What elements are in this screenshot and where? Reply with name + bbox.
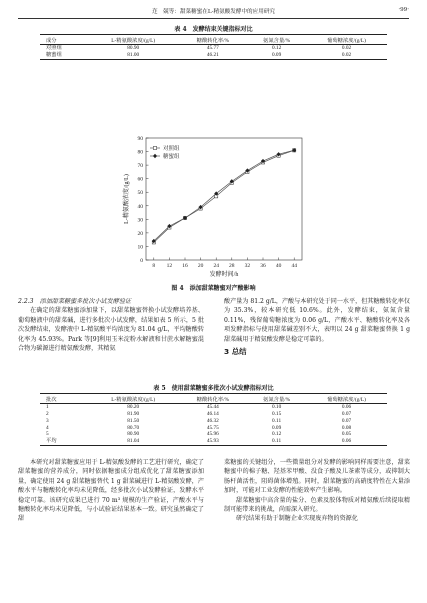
- table-cell: 4: [46, 424, 49, 431]
- table-cell: 平均: [40, 438, 88, 445]
- y-tick-label: 80: [137, 149, 143, 156]
- table-cell: 0.02: [306, 52, 387, 59]
- table5-header-row: [40, 394, 387, 404]
- x-tick-label: 8: [152, 263, 156, 269]
- left-column-text: [18, 297, 204, 353]
- body-paragraph: 在确定的甜菜糖蜜添加量下，以甜菜糖蜜替换小试发酵培养基、葡萄糖液中的甜菜碱，进行多批次小试发酵，结果如表 5 所示，5 批次发酵结束，发酵液中 L-精氨酸平均浓度为 81.04 g/L，平均糖酸转化率为 45.93%。Park 等[9]利用玉米淀粉水解液和甘蔗水解糖蜜混合物为碳源进行精氨酸发酵，其精氨: [18, 307, 204, 353]
- table-cell: 0.06: [341, 404, 352, 411]
- body-paragraph: 研究结果有助于制糖企业实现废弃物的资源化: [236, 515, 358, 523]
- table4-caption: 表 4 发酵结束关键指标对比: [174, 26, 253, 33]
- table-cell: 0.12: [271, 45, 282, 52]
- table-cell: 0.15: [271, 411, 282, 418]
- table-cell: 0.11: [247, 438, 306, 445]
- table-row: [40, 418, 387, 425]
- y-tick-label: 0: [140, 258, 143, 264]
- table-cell: 0.06: [306, 438, 387, 445]
- section-heading: 3 总结: [224, 347, 247, 357]
- y-tick-label: 90: [137, 136, 143, 142]
- table-cell: 45.44: [206, 404, 219, 411]
- x-tick-label: 20: [197, 263, 204, 269]
- table-cell: 45.96: [206, 431, 219, 438]
- table5-caption: 表 5 使用甜菜糖蜜多批次小试发酵指标对比: [153, 385, 274, 392]
- table5: [40, 393, 387, 446]
- table-cell: 80.90: [127, 45, 140, 52]
- table-cell: 45.93: [178, 438, 247, 445]
- table-cell: 80.90: [127, 431, 140, 438]
- table-cell: 3: [46, 417, 49, 424]
- table4-header-row: [40, 35, 387, 45]
- x-tick-label: 16: [182, 263, 188, 269]
- table-cell: 5: [46, 431, 49, 438]
- table-cell: 81.90: [127, 411, 140, 418]
- y-tick-label: 10: [137, 244, 143, 251]
- table-cell: 46.21: [178, 52, 247, 59]
- table-cell: 0.07: [341, 417, 352, 424]
- table4-col-header: L-精氨酸浓度/(g/L): [88, 35, 178, 45]
- table-cell: 45.77: [206, 45, 219, 52]
- table4-col-header: 糖酸转化率/%: [178, 35, 247, 45]
- table4-col-header: 葡萄糖浓度/(g/L): [306, 35, 387, 45]
- table-row: [40, 438, 387, 445]
- table-cell: 0.07: [341, 411, 352, 418]
- table-cell: 0.10: [271, 404, 282, 411]
- figure4-line-chart: [112, 132, 312, 282]
- table-cell: 80.20: [127, 404, 140, 411]
- figure4-caption: 图 4 添加甜菜糖蜜对产酸影响: [171, 285, 256, 292]
- table5-col-header: 氨氮含量/%: [247, 394, 306, 404]
- table-row: [40, 431, 387, 438]
- table-row: [40, 52, 387, 59]
- running-header-title: 迮 兢等：甜菜糖蜜在L-精氨酸发酵中的应用研究: [151, 9, 276, 15]
- table-cell: 0.09: [271, 424, 282, 431]
- table-cell: 81.00: [88, 52, 178, 59]
- header-rule: [18, 18, 409, 19]
- table-row: [40, 45, 387, 52]
- series-line-molasses: [154, 150, 294, 241]
- table4: [40, 34, 387, 60]
- table-cell: 0.05: [341, 431, 352, 438]
- table-cell: 2: [46, 411, 49, 418]
- legend-label-molasses: 糖蜜组: [163, 154, 180, 160]
- table5-col-header: 批次: [40, 394, 88, 404]
- table-cell: 46.14: [206, 411, 219, 418]
- x-tick-label: 44: [291, 263, 297, 269]
- body-paragraph: 菜糖蜜的关键组分，一些微量组分对发酵的影响同样需要注意，甜菜糖蜜中的棉子糖、羟基苯甲酸、没食子酸及儿茶素等成分，或抑制大肠杆菌活性，阻碍菌体增殖。同时，甜菜糖蜜的高硝度特性在大量添加时，可能对工业发酵的性能效率产生影响。: [224, 459, 410, 495]
- x-axis-label: 发酵时间/h: [209, 272, 239, 278]
- y-axis-label: L-精氨酸浓度/(g/L): [124, 174, 130, 224]
- table-cell: 0.09: [247, 52, 306, 59]
- subsection-heading: 2.2.3 添加甜菜糖蜜多批次小试发酵验证: [18, 298, 132, 305]
- table4-col-header: 成分: [40, 35, 88, 45]
- series-line-control: [154, 150, 294, 242]
- y-tick-label: 50: [137, 190, 143, 197]
- x-tick-label: 28: [229, 263, 235, 269]
- table-cell: 对照组: [46, 45, 62, 52]
- table5-col-header: L-精氨酸浓度/(g/L): [88, 394, 178, 404]
- table-cell: 46.32: [206, 417, 219, 424]
- running-header: [0, 7, 427, 17]
- table5-col-header: 糖酸转化率/%: [178, 394, 247, 404]
- bottom-left-column-text: [18, 458, 204, 524]
- body-paragraph: 甜菜糖蜜中高含量的盐分、色素及胶体物质对精氨酸后续提取精制可能带来的挑战，尚需深入研究。: [224, 496, 410, 514]
- table-cell: 0.12: [271, 431, 282, 438]
- table4-col-header: 氨氮含量/%: [247, 35, 306, 45]
- table-cell: 81.50: [127, 417, 140, 424]
- body-paragraph: 本研究对甜菜糖蜜应用于 L-精氨酸发酵的工艺进行研究，确定了甜菜糖蜜的营养成分，同时依据糖蜜成分组成优化了甜菜糖蜜添加量，确定使用 24 g 甜菜糖蜜替代 1 g 甜菜碱进行 L-精氨酸发酵，产酸水平与糖酸转化率均未见降低，经多批次小试发酵验证，发酵水平稳定可靠。该研究成果已进行 70 m³ 规模的生产验证，产酸水平与糖酸转化率均未见降低，与小试验证结果基本一致。研究虽然确定了甜: [18, 459, 204, 523]
- y-tick-label: 40: [137, 203, 143, 210]
- y-tick-label: 70: [137, 163, 143, 170]
- table-cell: 0.02: [341, 45, 352, 52]
- x-tick-label: 12: [166, 263, 173, 269]
- x-tick-label: 32: [244, 263, 251, 269]
- table-cell: 0.11: [272, 417, 282, 424]
- y-tick-label: 30: [137, 217, 143, 224]
- table-cell: 45.75: [206, 424, 219, 431]
- body-paragraph: 酸产量为 81.2 g/L，产酸与本研究处于同一水平，但其糖酸转化率仅为 35.3%，较本研究低 10.6%。此外，发酵结束，氨氮含量 0.11%，残留葡萄糖浓度为 0.06 g/L，产酸水平、糖酸转化率及各项发酵指标与使用甜菜碱差别不大，表明以 24 g 甜菜糖蜜替换 1 g 甜菜碱用于精氨酸发酵是稳定可靠的。: [224, 298, 410, 343]
- x-tick-label: 40: [275, 263, 282, 269]
- table-row: [40, 411, 387, 418]
- y-tick-label: 60: [137, 176, 143, 183]
- x-tick-label: 24: [213, 263, 219, 269]
- legend-marker-control: [153, 146, 156, 149]
- table-row: [40, 424, 387, 431]
- table-cell: 0.08: [341, 424, 352, 431]
- table-cell: 80.70: [127, 424, 140, 431]
- page-number: ·99·: [398, 7, 409, 13]
- table-row: [40, 404, 387, 411]
- x-tick-label: 36: [260, 263, 266, 269]
- legend-label-control: 对照组: [163, 146, 180, 152]
- table-cell: 81.04: [88, 438, 178, 445]
- y-tick-label: 20: [137, 230, 143, 237]
- table-cell: 糖蜜组: [40, 52, 88, 59]
- right-column-text: [224, 297, 410, 356]
- table-cell: 1: [46, 404, 49, 411]
- table5-col-header: 葡萄糖浓度/(g/L): [306, 394, 387, 404]
- bottom-right-column-text: [224, 458, 410, 524]
- legend-marker-molasses: [153, 154, 157, 158]
